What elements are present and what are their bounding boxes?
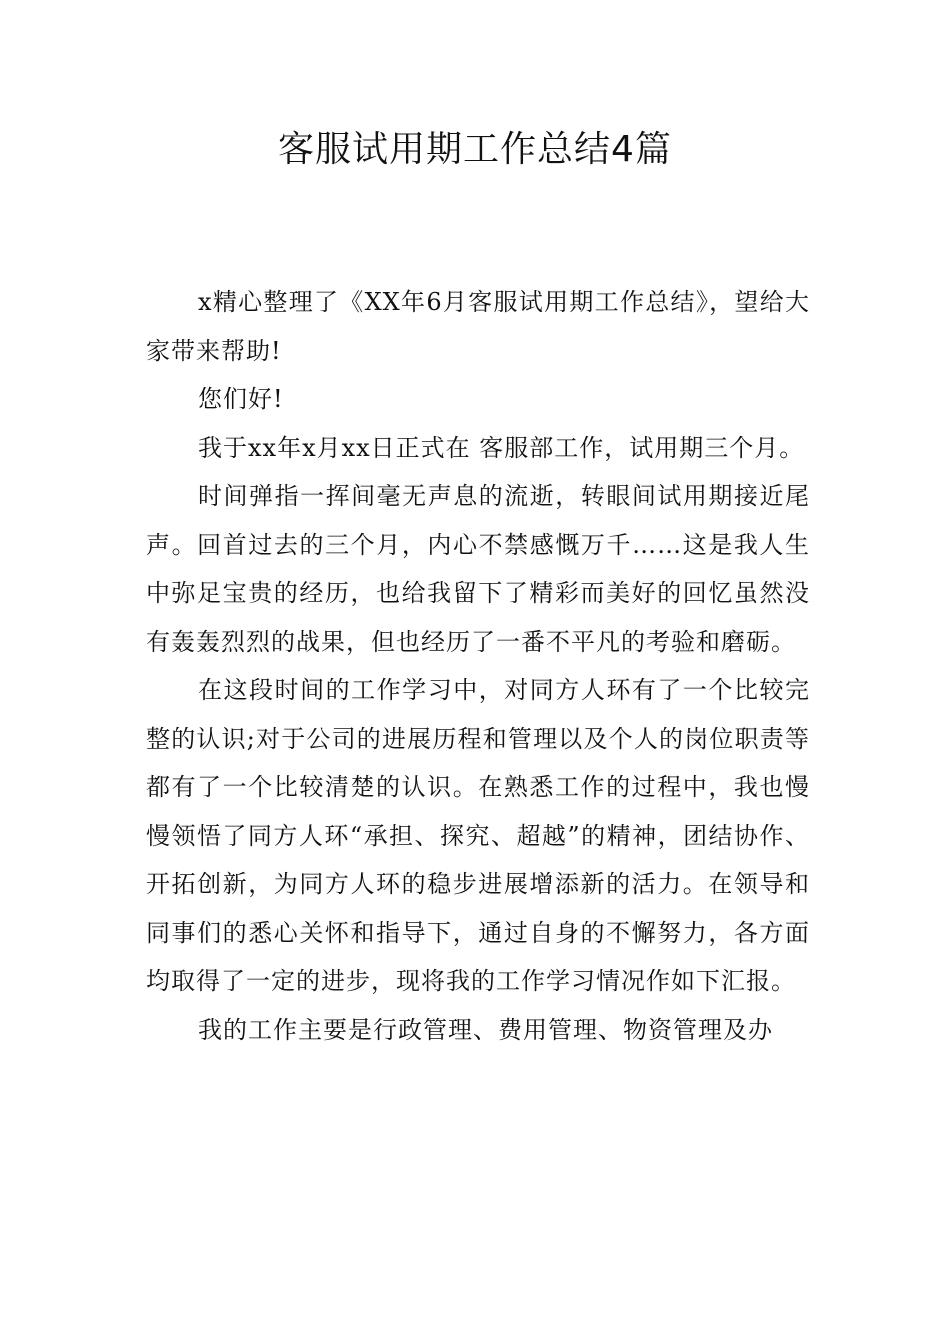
paragraph-start-date: 我于xx年x月xx日正式在 客服部工作，试用期三个月。 <box>198 433 805 462</box>
document-title: 客服试用期工作总结4篇 <box>278 129 672 170</box>
document-body <box>146 278 810 1054</box>
paragraph-learning: 在这段时间的工作学习中，对同方人环有了一个比较完整的认识;对于公司的进展历程和管理以及个人的岗位职责等都有了一个比较清楚的认识。在熟悉工作的过程中，我也慢慢领悟了同方人环“承担、探究、超越”的精神，团结协作、开拓创新，为同方人环的稳步进展增添新的活力。在领导和同事们的悉心关怀和指导下，通过自身的不懈努力，各方面均取得了一定的进步，现将我的工作学习情况作如下汇报。 <box>146 676 810 995</box>
paragraph-reflection: 时间弹指一挥间毫无声息的流逝，转眼间试用期接近尾声。回首过去的三个月，内心不禁感慨万千……这是我人生中弥足宝贵的经历，也给我留下了精彩而美好的回忆虽然没有轰轰烈烈的战果，但也经历了一番不平凡的考验和磨砺。 <box>146 482 810 656</box>
paragraph-greeting: 您们好! <box>198 385 284 413</box>
paragraph-intro: x精心整理了《XX年6月客服试用期工作总结》，望给大家带来帮助! <box>146 288 810 365</box>
paragraph-duties: 我的工作主要是行政管理、费用管理、物资管理及办 <box>198 1015 773 1044</box>
